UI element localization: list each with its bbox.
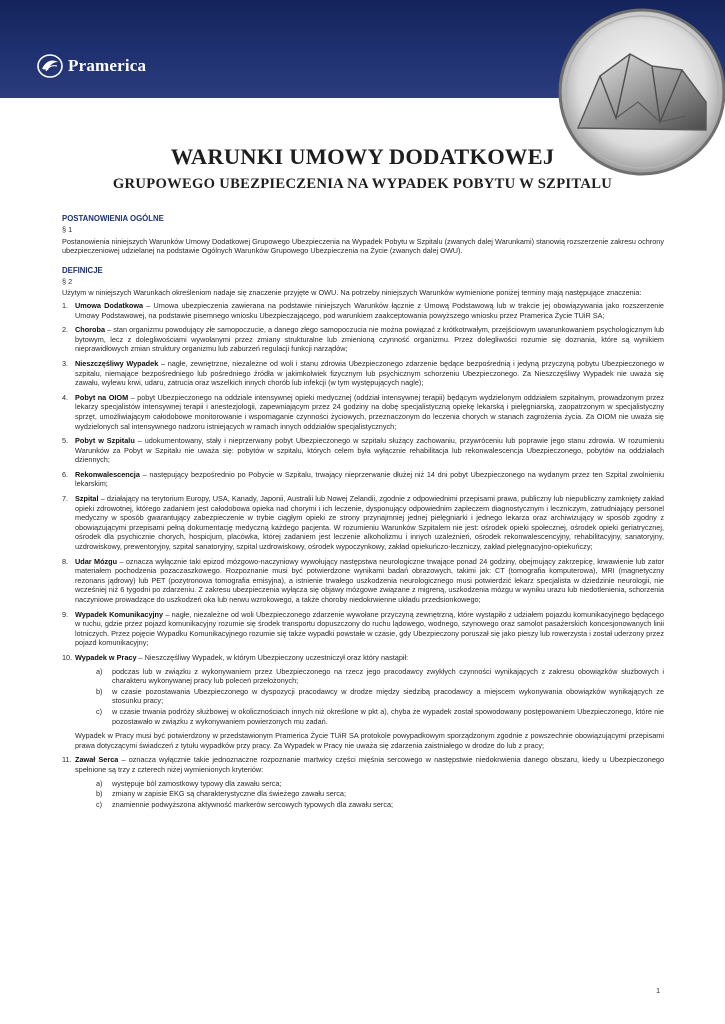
definition-term: Pobyt w Szpitalu xyxy=(75,436,135,446)
definition-term: Nieszczęśliwy Wypadek xyxy=(75,358,159,368)
definition-term: Szpital xyxy=(75,494,99,504)
section-heading-definitions: DEFINICJE xyxy=(62,265,103,275)
definition-term: Choroba xyxy=(75,325,105,335)
sub-list-item: a) podczas lub w związku z wykonywaniem przez Ubezpieczonego na rzecz jego pracodawcy zwykłych czynności wynikających z zakresu obowiązków służbowych i charakteru wykonywanej pracy lub poleceń przełożonych; xyxy=(96,666,664,686)
brand-name: Pramerica xyxy=(68,56,147,75)
sub-list-item: c) w czasie trwania podróży służbowej w okolicznościach innych niż określone w pkt a), chyba że wypadek został spowodowany postępowaniem Ubezpieczonego, które nie pozostawało w związku z wykonywaniem powierzonych mu zadań. xyxy=(96,706,664,726)
section-number: § 2 xyxy=(62,276,73,286)
section-number: § 1 xyxy=(62,225,73,234)
definition-item: 9. Wypadek Komunikacyjny – nagłe, niezależne od woli Ubezpieczonego zdarzenie wywołane przyczyną zewnętrzną, które wystąpiło z udziałem pojazdu komunikacyjnego będącego w ruchu, gdzie przez pojazd komunikacyjny rozumie się środek transportu dopuszczony do ruchu lądowego, wodnego, szynowego oraz samolot pasażerskich koncesjonowanych linii lotniczych. Przez pojęcie Wypadku Komunikacyjnego rozumie się także wypadki powstałe w czasie, gdy Ubezpieczony poruszał się jako pieszy lub rowerzysta i został uderzony przez pojazd komunikacyjny; xyxy=(62,609,664,648)
document-subtitle: GRUPOWEGO UBEZPIECZENIA NA WYPADEK POBYTU W SZPITALU xyxy=(112,176,613,192)
work-accident-note: Wypadek w Pracy musi być potwierdzony w przedstawionym Pramerica Życie TUiR SA protokole powypadkowym sporządzonym zgodnie z powszechnie obowiązującymi przepisami prawa dotyczącymi świadczeń z tytułu wypadków przy pracy. Za Wypadek w Pracy nie uważa się zdarzenia zaistniałego w drodze do lub z pracy; xyxy=(75,731,664,750)
section-heading-general: POSTANOWIENIA OGÓLNE xyxy=(62,214,164,223)
definition-term: Wypadek Komunikacyjny xyxy=(75,609,164,619)
document-title: WARUNKI UMOWY DODATKOWEJ xyxy=(170,144,555,169)
definition-item: 4. Pobyt na OIOM – pobyt Ubezpieczonego na oddziale intensywnej opieki medycznej (oddział intensywnej terapii) będącym wydzielonym oddziałem szpitalnym, prowadzonym przez lekarzy specjalistów intensywnej terapii i anestezjologii, zapewniającym przez 24 godziny na dobę specjalistyczną opiekę lekarską i pielęgniarską, zaopatrzonym w specjalistyczny sprzęt, umożliwiającym całodobowe monitorowanie i wspomaganie czynności życiowych, przeznaczonym do leczenia chorych w stanach zagrożenia życia. Za OIOM nie uważa się wydzielonych sal intensywnego nadzoru istniejących w ramach innych oddziałów specjalistycznych; xyxy=(62,392,665,431)
definition-term: Rekonwalescencja xyxy=(75,469,140,479)
document-body xyxy=(62,214,664,814)
definition-item: 5. Pobyt w Szpitalu – udokumentowany, stały i nieprzerwany pobyt Ubezpieczonego w szpitalu służący zachowaniu, przywróceniu lub poprawie jego stanu zdrowia. W rozumieniu Warunków za Pobyt w Szpitalu nie uważa się: pobytów w szpitalu, których celem była wyłącznie rehabilitacja lub rekonwalescencja Ubezpieczonego, pobytów na oddziałach dziennych; xyxy=(62,436,664,465)
sub-list-item: a) występuje ból zamostkowy typowy dla zawału serca; xyxy=(96,778,282,788)
definition-term: Pobyt na OIOM xyxy=(75,392,129,402)
pramerica-logo-icon xyxy=(37,54,63,78)
sub-list xyxy=(75,779,664,810)
page-number: 1 xyxy=(656,986,661,995)
sub-list-item: b) zmiany w zapisie EKG są charakterystyczne dla świeżego zawału serca; xyxy=(96,789,347,799)
definition-item: 3. Nieszczęśliwy Wypadek – nagłe, zewnętrzne, niezależne od woli i stanu zdrowia Ubezpieczonego zdarzenie będące bezpośrednią i jedyną przyczyną pobytu Ubezpieczonego w szpitalu, niemające bezpośredniego lub pośredniego źródła w jakimkolwiek fizycznym lub psychicznym schorzeniu Ubezpieczonego. Za Nieszczęśliwy Wypadek nie uważa się zawału, wylewu krwi, udaru, zatrucia oraz wszelkich innych chorób lub infekcji (w tym występujących nagle); xyxy=(62,358,664,388)
definition-item: 1. Umowa Dodatkowa – Umowa ubezpieczenia zawierana na podstawie niniejszych Warunków łącznie z Umową Podstawową lub w trakcie jej obowiązywania jako rozszerzenie Umowy Podstawowej, na podstawie pisemnego wniosku Ubezpieczającego, pod warunkiem zaakceptowania powyższego wniosku przez Pramerica Życie TUiR SA; xyxy=(62,300,664,320)
definition-item: 11. Zawał Serca – oznacza wyłącznie takie jednoznaczne rozpoznanie martwicy części mięśnia sercowego w następstwie niedokrwienia danego obszaru, kiedy u Ubezpieczonego spełnione są trzy z czterech niżej wymienionych kryteriów: a) występuje ból zamostkowy typowy dla zawału serca; b) zmiany w zapisie EKG są charakterystyczne dla świeżego zawału serca; c) znamiennie podwyższona aktywność markerów sercowych typowych dla zawału serca; xyxy=(62,755,664,809)
sub-list xyxy=(75,667,664,727)
definition-term: Umowa Dodatkowa xyxy=(75,300,144,310)
section-paragraph: Postanowienia niniejszych Warunków Umowy Dodatkowej Grupowego Ubezpieczenia na Wypadek Pobytu w Szpitalu (zwanych dalej Warunkami) stanowią rozszerzenie zakresu ochrony ubezpieczeniowej udzielanej na podstawie Ogólnych Warunków Grupowego Ubezpieczenia na Życie (zwanych dalej OWU). xyxy=(62,236,664,256)
definition-item: 7. Szpital – działający na terytorium Europy, USA, Kanady, Japonii, Australii lub Nowej Zelandii, zgodnie z odpowiednimi przepisami prawa, publiczny lub niepubliczny zamknięty zakład opieki zdrowotnej, którego zadaniem jest całodobowa opieka nad chorymi i ich leczenie, dysponujący odpowiednim zapleczem diagnostycznym i leczniczym, zatrudniający personel medyczny w sposób gwarantujący zabezpieczenie w trybie ciągłym opieki ze strony przynajmniej jednej pielęgniarki i jednego lekarza oraz archiwizujący w sposób zgodny z obowiązującymi przepisami pełną dokumentację medyczną każdego pacjenta. W rozumieniu Warunków Szpitalem nie jest: ośrodek opieki społecznej, ośrodek opieki geriatrycznej, ośrodek dla psychicznie chorych, hospicjum, placówka, której zadaniem jest leczenie alkoholizmu i innych uzależnień, ośrodek rekonwalescencyjny, rehabilitacyjny, sanatoryjny, uzdrowiskowy, prewentoryjny, szpital sanatoryjny, szpital uzdrowiskowy, ośrodek wypoczynkowy, zakład opiekuńczo-leczniczy, zakład pielęgnacyjno-opiekuńczy; xyxy=(62,494,664,552)
sub-list-item: c) znamiennie podwyższona aktywność markerów sercowych typowych dla zawału serca; xyxy=(96,799,394,809)
definition-item: 8. Udar Mózgu – oznacza wyłącznie taki epizod mózgowo-naczyniowy wywołujący następstwa neurologiczne trwające ponad 24 godziny, obejmujący zakrzepicę, krwawienie lub zator materiałem pochodzenia pozaczaszkowego. Rozpoznanie musi być potwierdzone wynikami badań obrazowych, takimi jak: CT (tomografia komputerowa), MRI (magnetyczny rezonans jądrowy) lub PET (pozytronowa tomografia emisyjna), a istnienie trwałego uszkodzenia neurologicznego musi potwierdzić lekarz specjalista w dziedzinie neurologii, nie wcześniej niż 6 tygodni po zdarzeniu. Z zakresu ubezpieczenia wyłącza się objawy mózgowe związane z migreną, uszkodzenia mózgu w wyniku urazu lub niedotlenienia, schorzenia naczyniowe prowadzące do uszkodzeń oka lub nerwu wzrokowego, a także choroby niedokrwienne układu przedsionkowego; xyxy=(62,556,664,604)
definition-item: 6. Rekonwalescencja – następujący bezpośrednio po Pobycie w Szpitalu, trwający nieprzerwanie dłużej niż 14 dni pobyt Ubezpieczonego na wydanym przez ten Szpital zwolnieniu lekarskim; xyxy=(62,469,664,489)
brand-logo xyxy=(37,54,146,78)
definitions-intro: Użytym w niniejszych Warunkach określeniom nadaje się znaczenie przyjęte w OWU. Na potrzeby niniejszych Warunków wymienione poniżej terminy mają następujące znaczenia: xyxy=(62,288,642,298)
definition-item: 2. Choroba – stan organizmu powodujący złe samopoczucie, a danego złego samopoczucia nie można powiązać z krótkotrwałym, przejściowym uwarunkowaniem psychologicznym lub bytowym, lecz z dolegliwościami wywołanymi przez zmiany strukturalne lub zmienioną czynność organizmu. Przez dolegliwości rozumie się doznania, które są wynikiem nieprawidłowych zmian struktury organizmu lub zaburzeń regulacji funkcji narządów; xyxy=(62,325,664,354)
definition-item: 10. Wypadek w Pracy – Nieszczęśliwy Wypadek, w którym Ubezpieczony uczestniczył oraz który nastąpił: a) podczas lub w związku z wykonywaniem przez Ubezpieczonego na rzecz jego pracodawcy zwykłych czynności wynikających z zakresu obowiązków służbowych i charakteru wykonywanej pracy lub poleceń przełożonych; b) w czasie pozostawania Ubezpieczonego w dyspozycji pracodawcy w drodze między siedzibą pracodawcy a miejscem wykonywania obowiązków wynikających ze stosunku pracy; c) w czasie trwania podróży służbowej w okolicznościach innych niż określone w pkt a), chyba że wypadek został spowodowany postępowaniem Ubezpieczonego, które nie pozostawało w związku z wykonywaniem powierzonych mu zadań. Wypadek w Pracy musi być potwierdzony w przedstawionym Pramerica Życie TUiR SA protokole powypadkowym sporządzonym zgodnie z powszechnie obowiązującymi przepisami prawa dotyczącymi świadczeń z tytułu wypadków przy pracy. Za Wypadek w Pracy nie uważa się zdarzenia zaistniałego w drodze do lub z pracy; xyxy=(62,652,664,750)
definition-term: Wypadek w Pracy xyxy=(75,652,137,662)
definition-term: Zawał Serca xyxy=(75,755,119,765)
definitions-list xyxy=(62,301,664,809)
definition-term: Udar Mózgu xyxy=(75,556,118,566)
sub-list-item: b) w czasie pozostawania Ubezpieczonego w dyspozycji pracodawcy w drodze między siedzibą pracodawcy a miejscem wykonywania obowiązków wynikających ze stosunku pracy; xyxy=(96,686,664,706)
